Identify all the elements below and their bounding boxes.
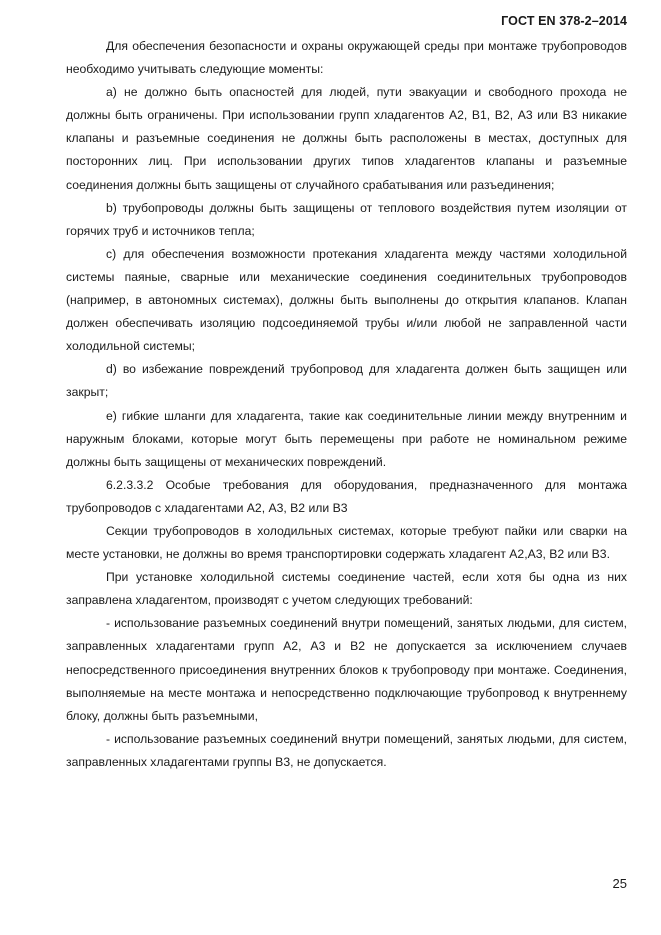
list-item-a: a) не должно быть опасностей для людей, пути эвакуации и свободного прохода не должны быть ограничены. При использовании групп хладагентов А2, В1, В2, А3 или В3 никакие клапаны и разъемные соединения не должны быть расположены в местах, доступных для посторонних лиц. При использовании других типов хладагентов клапаны и разъемные соединения должны быть защищены от случайного срабатывания или разъединения; bbox=[66, 85, 627, 192]
dash-item-1: - использование разъемных соединений внутри помещений, занятых людьми, для систем, заправленных хладагентами групп А2, А3 и В2 не допускается за исключением случаев непосредственного присоединения внутренних блоков к трубопроводу при монтаже. Соединения, выполняемые на месте монтажа и непосредственно подключающие трубопровод к внутреннему блоку, должны быть разъемными, bbox=[66, 616, 627, 723]
document-code-header: ГОСТ EN 378-2–2014 bbox=[501, 14, 627, 28]
list-item-d: d) во избежание повреждений трубопровод для хладагента должен быть защищен или закрыт; bbox=[66, 362, 627, 400]
paragraph-piping-sections: Секции трубопроводов в холодильных системах, которые требуют пайки или сварки на месте установки, не должны во время транспортировки содержать хладагент А2,А3, В2 или В3. bbox=[66, 523, 627, 562]
page-number: 25 bbox=[612, 876, 627, 891]
paragraph-installation: При установке холодильной системы соединение частей, если хотя бы одна из них заправлена хладагентом, производят с учетом следующих требований: bbox=[66, 570, 627, 608]
dash-item-2: - использование разъемных соединений внутри помещений, занятых людьми, для систем, заправленных хладагентами группы В3, не допускается. bbox=[66, 731, 627, 769]
section-heading-6-2-3-3-2: 6.2.3.3.2 Особые требования для оборудования, предназначенного для монтажа трубопроводов с хладагентами А2, А3, В2 или В3 bbox=[66, 477, 627, 515]
list-item-c: c) для обеспечения возможности протекания хладагента между частями холодильной системы паяные, сварные или механические соединения соединительных трубопроводов (например, в автономных системах), должны быть выполнены до открытия клапанов. Клапан должен обеспечивать изоляцию подсоединяемой трубы и/или любой не заправленной части холодильной системы; bbox=[66, 246, 627, 354]
document-body bbox=[66, 35, 627, 774]
paragraph-intro: Для обеспечения безопасности и охраны окружающей среды при монтаже трубопроводов необходимо учитывать следующие моменты: bbox=[66, 39, 627, 77]
list-item-e: e) гибкие шланги для хладагента, такие как соединительные линии между внутренним и наружным блоками, которые могут быть перемещены при работе не номинальном режиме должны быть защищены от механических повреждений. bbox=[66, 408, 627, 469]
list-item-b: b) трубопроводы должны быть защищены от теплового воздействия путем изоляции от горячих труб и источников тепла; bbox=[66, 200, 627, 238]
